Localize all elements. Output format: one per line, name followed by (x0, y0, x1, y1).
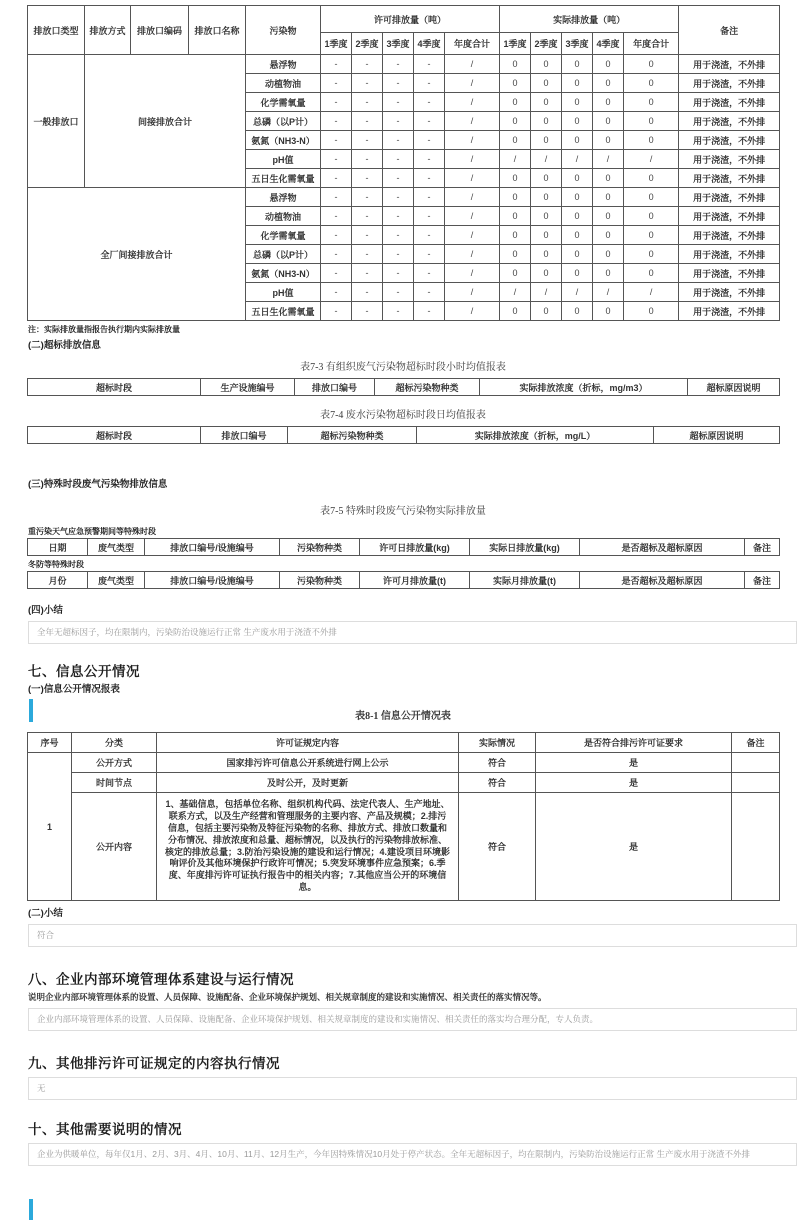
col-q2: 2季度 (531, 33, 562, 55)
permitted-value-cell: / (445, 302, 500, 321)
permitted-value-cell: - (321, 55, 352, 74)
remark-cell: 用于浇渣，不外排 (679, 245, 780, 264)
header-cell: 污染物种类 (280, 539, 360, 556)
actual-value-cell: / (624, 283, 679, 302)
actual-value-cell: 0 (531, 169, 562, 188)
remark-cell: 用于浇渣，不外排 (679, 112, 780, 131)
actual-value-cell: 0 (531, 93, 562, 112)
section9-title: 九、其他排污许可证规定的内容执行情况 (28, 1056, 280, 1072)
permitted-value-cell: / (445, 93, 500, 112)
header-cell: 分类 (72, 733, 157, 753)
info-disclosure-table (27, 732, 780, 901)
permitted-value-cell: - (352, 55, 383, 74)
actual-value-cell: 0 (562, 264, 593, 283)
actual-value-cell: 0 (562, 55, 593, 74)
permitted-value-cell: - (352, 207, 383, 226)
permitted-value-cell: - (383, 188, 414, 207)
actual-value-cell: 0 (624, 74, 679, 93)
actual-value-cell: 0 (593, 264, 624, 283)
header-cell: 超标原因说明 (688, 379, 780, 396)
col-q3: 3季度 (562, 33, 593, 55)
actual-value-cell: / (562, 150, 593, 169)
actual-value-cell: 0 (531, 264, 562, 283)
actual-value-cell: 0 (624, 55, 679, 74)
permitted-value-cell: - (414, 55, 445, 74)
permitted-value-cell: - (352, 131, 383, 150)
content-cell: 及时公开，及时更新 (157, 773, 459, 793)
header-cell: 日期 (28, 539, 88, 556)
col-remark: 备注 (679, 6, 780, 55)
actual-value-cell: 0 (500, 131, 531, 150)
header-cell: 实际排放浓度（折标，mg/m3） (480, 379, 688, 396)
header-cell: 超标污染物种类 (375, 379, 480, 396)
actual-value-cell: / (500, 283, 531, 302)
category-cell: 时间节点 (72, 773, 157, 793)
col-pollutant: 污染物 (246, 6, 321, 55)
remark-cell: 用于浇渣，不外排 (679, 207, 780, 226)
section7-summary-title: (二)小结 (28, 908, 63, 920)
actual-value-cell: / (531, 150, 562, 169)
pollutant-cell: 化学需氧量 (246, 93, 321, 112)
actual-value-cell: 0 (531, 131, 562, 150)
winter-period-header-row (28, 572, 780, 589)
remark-cell: 用于浇渣，不外排 (679, 131, 780, 150)
actual-value-cell: 0 (531, 207, 562, 226)
permitted-value-cell: - (321, 302, 352, 321)
permitted-value-cell: - (383, 74, 414, 93)
actual-cell: 符合 (459, 753, 536, 773)
winter-period-table (27, 571, 780, 589)
info-table-row (28, 793, 780, 901)
permitted-value-cell: / (445, 283, 500, 302)
section7-summary-box: 符合 (28, 924, 797, 947)
permitted-value-cell: - (352, 245, 383, 264)
actual-value-cell: 0 (531, 55, 562, 74)
actual-value-cell: 0 (624, 169, 679, 188)
remark-cell: 用于浇渣，不外排 (679, 150, 780, 169)
header-cell: 废气类型 (88, 572, 145, 589)
actual-value-cell: 0 (531, 302, 562, 321)
permitted-value-cell: / (445, 245, 500, 264)
section8-box: 企业内部环境管理体系的设置、人员保障、设施配备、企业环境保护规划、相关规章制度的建设和实施情况、相关责任的落实均合理分配，专人负责。 (28, 1008, 797, 1031)
col-group-permitted: 许可排放量（吨） (321, 6, 500, 33)
actual-value-cell: 0 (593, 112, 624, 131)
actual-value-cell: 0 (500, 55, 531, 74)
col-outlet-code: 排放口编码 (131, 6, 189, 55)
permitted-value-cell: - (321, 169, 352, 188)
permitted-value-cell: - (383, 112, 414, 131)
actual-value-cell: 0 (624, 112, 679, 131)
actual-value-cell: 0 (593, 93, 624, 112)
section-exceed-title: (二)超标排放信息 (28, 340, 101, 351)
content-cell: 国家排污许可信息公开系统进行网上公示 (157, 753, 459, 773)
col-outlet-name: 排放口名称 (189, 6, 246, 55)
permitted-value-cell: - (414, 302, 445, 321)
actual-value-cell: 0 (562, 169, 593, 188)
permitted-value-cell: - (352, 264, 383, 283)
permitted-value-cell: - (414, 131, 445, 150)
header-cell: 超标时段 (28, 379, 201, 396)
permitted-value-cell: / (445, 131, 500, 150)
actual-value-cell: 0 (500, 226, 531, 245)
content-cell: 1、基础信息，包括单位名称、组织机构代码、法定代表人、生产地址、联系方式，以及生产经营和管理服务的主要内容、产品及规模；2.排污信息，包括主要污染物及特征污染物的名称、排放方式、排放口数量和分布情况、排放浓度和总量、超标情况，以及执行的污染物排放标准、核定的排放总量；3.防治污染设施的建设和运行情况；4.建设项目环境影响评价及其他环境保护行政许可情况；5.突发环境事件应急预案；6.季度、年度排污许可证执行报告中的相关内容；7.其他应当公开的环境信息。 (157, 793, 459, 901)
pollutant-cell: 悬浮物 (246, 188, 321, 207)
actual-value-cell: 0 (500, 264, 531, 283)
permitted-value-cell: - (414, 188, 445, 207)
emissions-header-row-1 (28, 6, 780, 33)
comply-cell: 是 (536, 793, 732, 901)
permitted-value-cell: / (445, 226, 500, 245)
permitted-value-cell: / (445, 74, 500, 93)
remark-cell: 用于浇渣，不外排 (679, 93, 780, 112)
actual-value-cell: 0 (500, 188, 531, 207)
actual-value-cell: 0 (593, 226, 624, 245)
actual-value-cell: 0 (531, 74, 562, 93)
actual-value-cell: 0 (593, 302, 624, 321)
outlet-name-cell: 间接排放合计 (85, 55, 246, 188)
header-cell: 是否符合排污许可证要求 (536, 733, 732, 753)
actual-value-cell: 0 (500, 169, 531, 188)
permitted-value-cell: - (321, 112, 352, 131)
actual-cell: 符合 (459, 773, 536, 793)
actual-value-cell: 0 (624, 264, 679, 283)
header-cell: 实际日排放量(kg) (470, 539, 580, 556)
permitted-value-cell: - (352, 150, 383, 169)
pollutant-cell: 氨氮（NH3-N） (246, 131, 321, 150)
permitted-value-cell: - (383, 131, 414, 150)
permitted-value-cell: - (321, 131, 352, 150)
table-8-1-caption-row (0, 695, 800, 727)
actual-value-cell: / (500, 150, 531, 169)
summary7-box: 全年无超标因子，均在限制内，污染防治设施运行正常 生产废水用于浇渣不外排 (28, 621, 797, 644)
actual-value-cell: 0 (562, 207, 593, 226)
info-table-header-row (28, 733, 780, 753)
col-q2: 2季度 (352, 33, 383, 55)
permitted-value-cell: - (383, 226, 414, 245)
header-cell: 实际月排放量(t) (470, 572, 580, 589)
comply-cell: 是 (536, 773, 732, 793)
actual-value-cell: 0 (500, 112, 531, 131)
actual-value-cell: 0 (562, 188, 593, 207)
remark-cell: 用于浇渣，不外排 (679, 283, 780, 302)
actual-value-cell: 0 (500, 74, 531, 93)
permitted-value-cell: - (352, 188, 383, 207)
table-7-3-header-row (28, 379, 780, 396)
col-q1: 1季度 (500, 33, 531, 55)
emissions-table-body (28, 55, 780, 321)
permitted-value-cell: - (383, 55, 414, 74)
actual-value-cell: 0 (593, 169, 624, 188)
pollutant-cell: pH值 (246, 150, 321, 169)
actual-value-cell: 0 (562, 112, 593, 131)
permitted-value-cell: - (383, 169, 414, 188)
permitted-value-cell: - (414, 169, 445, 188)
permitted-value-cell: - (321, 207, 352, 226)
table-7-4-caption: 表7-4 废水污染物超标时段日均值报表 (320, 410, 486, 421)
remark-cell: 用于浇渣，不外排 (679, 188, 780, 207)
header-cell: 排放口编号/设施编号 (145, 539, 280, 556)
actual-value-cell: 0 (531, 112, 562, 131)
section9-box: 无 (28, 1077, 797, 1100)
header-cell: 许可月排放量(t) (360, 572, 470, 589)
remark-cell (732, 773, 780, 793)
header-cell: 实际排放浓度（折标，mg/L） (417, 427, 654, 444)
actual-value-cell: 0 (531, 226, 562, 245)
pollutant-cell: pH值 (246, 283, 321, 302)
section7-title: 七、信息公开情况 (28, 664, 140, 680)
actual-value-cell: 0 (500, 302, 531, 321)
pollutant-cell: 动植物油 (246, 207, 321, 226)
permitted-value-cell: - (414, 74, 445, 93)
permitted-value-cell: - (414, 207, 445, 226)
header-cell: 超标污染物种类 (288, 427, 417, 444)
actual-value-cell: 0 (562, 74, 593, 93)
actual-value-cell: 0 (624, 93, 679, 112)
header-cell: 超标时段 (28, 427, 201, 444)
permitted-value-cell: - (321, 150, 352, 169)
section10-box: 企业为供暖单位，每年仅1月、2月、3月、4月、10月、11月、12月生产，今年因特殊情况10月处于停产状态。全年无超标因子，均在限制内，污染防治设施运行正常 生产废水用于浇渣不外排 (28, 1143, 797, 1166)
col-annual: 年度合计 (624, 33, 679, 55)
permitted-value-cell: - (352, 93, 383, 112)
table-7-4-header-row (28, 427, 780, 444)
permitted-value-cell: - (321, 245, 352, 264)
header-cell: 超标原因说明 (654, 427, 780, 444)
remark-cell (732, 793, 780, 901)
remark-cell: 用于浇渣，不外排 (679, 169, 780, 188)
header-cell: 月份 (28, 572, 88, 589)
col-q1: 1季度 (321, 33, 352, 55)
header-cell: 许可日排放量(kg) (360, 539, 470, 556)
remark-cell: 用于浇渣，不外排 (679, 264, 780, 283)
actual-value-cell: 0 (593, 131, 624, 150)
permitted-value-cell: - (383, 150, 414, 169)
remark-cell (732, 753, 780, 773)
actual-value-cell: 0 (562, 302, 593, 321)
pollutant-cell: 悬浮物 (246, 55, 321, 74)
permitted-value-cell: - (352, 74, 383, 93)
category-cell: 公开方式 (72, 753, 157, 773)
actual-value-cell: / (593, 283, 624, 302)
heavy-pollution-table (27, 538, 780, 556)
permitted-value-cell: - (383, 302, 414, 321)
col-discharge-mode: 排放方式 (85, 6, 131, 55)
winter-period-label: 冬防等特殊时段 (28, 560, 84, 569)
permitted-value-cell: - (321, 226, 352, 245)
emissions-row (28, 188, 780, 207)
actual-value-cell: / (562, 283, 593, 302)
actual-value-cell: / (593, 150, 624, 169)
permitted-value-cell: / (445, 150, 500, 169)
remark-cell: 用于浇渣，不外排 (679, 226, 780, 245)
permitted-value-cell: - (414, 112, 445, 131)
pollutant-cell: 化学需氧量 (246, 226, 321, 245)
actual-value-cell: 0 (500, 93, 531, 112)
col-q4: 4季度 (593, 33, 624, 55)
permitted-value-cell: / (445, 188, 500, 207)
actual-value-cell: 0 (500, 207, 531, 226)
permitted-value-cell: - (414, 283, 445, 302)
permitted-value-cell: - (414, 93, 445, 112)
actual-cell: 符合 (459, 793, 536, 901)
actual-value-cell: 0 (624, 188, 679, 207)
section-summary7-title: (四)小结 (28, 605, 63, 616)
section7-sub-title: (一)信息公开情况报表 (28, 684, 120, 696)
permitted-value-cell: / (445, 55, 500, 74)
section8-subtitle: 说明企业内部环境管理体系的设置、人员保障、设施配备、企业环境保护规划、相关规章制度的建设和实施情况、相关责任的落实情况等。 (28, 992, 547, 1003)
outlet-name-cell: 全厂间接排放合计 (28, 188, 246, 321)
emissions-row (28, 55, 780, 74)
permitted-value-cell: - (383, 245, 414, 264)
remark-cell: 用于浇渣，不外排 (679, 302, 780, 321)
permitted-value-cell: / (445, 112, 500, 131)
permitted-value-cell: - (352, 169, 383, 188)
header-cell: 是否超标及超标原因 (580, 572, 745, 589)
header-cell: 许可证规定内容 (157, 733, 459, 753)
actual-value-cell: 0 (593, 55, 624, 74)
header-cell: 实际情况 (459, 733, 536, 753)
table-8-1-caption: 表8-1 信息公开情况表 (355, 711, 451, 723)
actual-value-cell: / (624, 150, 679, 169)
table-7-5-caption: 表7-5 特殊时段废气污染物实际排放量 (320, 506, 486, 517)
actual-value-cell: 0 (624, 131, 679, 150)
pollutant-cell: 五日生化需氧量 (246, 169, 321, 188)
permitted-value-cell: - (352, 226, 383, 245)
heavy-pollution-period-label: 重污染天气应急预警期间等特殊时段 (28, 527, 156, 536)
header-cell: 排放口编号 (201, 427, 288, 444)
permitted-value-cell: - (383, 93, 414, 112)
remark-cell: 用于浇渣，不外排 (679, 55, 780, 74)
emissions-note: 注：实际排放量指报告执行期内实际排放量 (28, 325, 180, 334)
col-annual: 年度合计 (445, 33, 500, 55)
header-cell: 备注 (745, 572, 780, 589)
permitted-value-cell: - (321, 264, 352, 283)
actual-value-cell: 0 (593, 188, 624, 207)
pollutant-cell: 总磷（以P计） (246, 245, 321, 264)
actual-value-cell: 0 (562, 226, 593, 245)
header-cell: 序号 (28, 733, 72, 753)
blue-caret-marker (29, 699, 33, 722)
actual-value-cell: 0 (562, 245, 593, 264)
permitted-value-cell: / (445, 207, 500, 226)
header-cell: 排放口编号 (295, 379, 375, 396)
permitted-value-cell: - (321, 283, 352, 302)
header-cell: 是否超标及超标原因 (580, 539, 745, 556)
header-cell: 生产设施编号 (201, 379, 295, 396)
outlet-type-cell: 一般排放口 (28, 55, 85, 188)
permitted-value-cell: - (352, 283, 383, 302)
seq-cell: 1 (28, 753, 72, 901)
permitted-value-cell: - (321, 188, 352, 207)
pollutant-cell: 总磷（以P计） (246, 112, 321, 131)
table-7-4 (27, 426, 780, 444)
col-group-actual: 实际排放量（吨） (500, 6, 679, 33)
header-cell: 污染物种类 (280, 572, 360, 589)
actual-value-cell: 0 (562, 131, 593, 150)
permitted-value-cell: / (445, 169, 500, 188)
col-outlet-type: 排放口类型 (28, 6, 85, 55)
actual-value-cell: 0 (562, 93, 593, 112)
actual-value-cell: 0 (593, 245, 624, 264)
header-cell: 废气类型 (88, 539, 145, 556)
header-cell: 排放口编号/设施编号 (145, 572, 280, 589)
actual-value-cell: 0 (624, 245, 679, 264)
header-cell: 备注 (732, 733, 780, 753)
permitted-value-cell: - (414, 226, 445, 245)
blue-caret-marker-bottom (29, 1199, 33, 1220)
section10-title: 十、其他需要说明的情况 (28, 1122, 182, 1138)
col-q3: 3季度 (383, 33, 414, 55)
permitted-value-cell: - (383, 207, 414, 226)
pollutant-cell: 氨氮（NH3-N） (246, 264, 321, 283)
permitted-value-cell: - (321, 74, 352, 93)
heavy-pollution-header-row (28, 539, 780, 556)
permitted-value-cell: / (445, 264, 500, 283)
table-7-3-caption: 表7-3 有组织废气污染物超标时段小时均值报表 (300, 362, 506, 373)
actual-value-cell: 0 (593, 207, 624, 226)
permitted-value-cell: - (383, 264, 414, 283)
actual-value-cell: 0 (593, 74, 624, 93)
emissions-summary-table (27, 5, 780, 321)
permitted-value-cell: - (414, 245, 445, 264)
pollutant-cell: 五日生化需氧量 (246, 302, 321, 321)
comply-cell: 是 (536, 753, 732, 773)
section-special-title: (三)特殊时段废气污染物排放信息 (28, 479, 168, 490)
permitted-value-cell: - (383, 283, 414, 302)
actual-value-cell: / (531, 283, 562, 302)
actual-value-cell: 0 (624, 226, 679, 245)
permitted-value-cell: - (321, 93, 352, 112)
actual-value-cell: 0 (531, 188, 562, 207)
info-table-row (28, 753, 780, 773)
category-cell: 公开内容 (72, 793, 157, 901)
table-7-3 (27, 378, 780, 396)
permitted-value-cell: - (352, 302, 383, 321)
section8-title: 八、企业内部环境管理体系建设与运行情况 (28, 972, 294, 988)
permitted-value-cell: - (414, 264, 445, 283)
actual-value-cell: 0 (500, 245, 531, 264)
actual-value-cell: 0 (531, 245, 562, 264)
actual-value-cell: 0 (624, 207, 679, 226)
permitted-value-cell: - (352, 112, 383, 131)
info-table-row (28, 773, 780, 793)
permitted-value-cell: - (414, 150, 445, 169)
col-q4: 4季度 (414, 33, 445, 55)
pollutant-cell: 动植物油 (246, 74, 321, 93)
actual-value-cell: 0 (624, 302, 679, 321)
remark-cell: 用于浇渣，不外排 (679, 74, 780, 93)
header-cell: 备注 (745, 539, 780, 556)
